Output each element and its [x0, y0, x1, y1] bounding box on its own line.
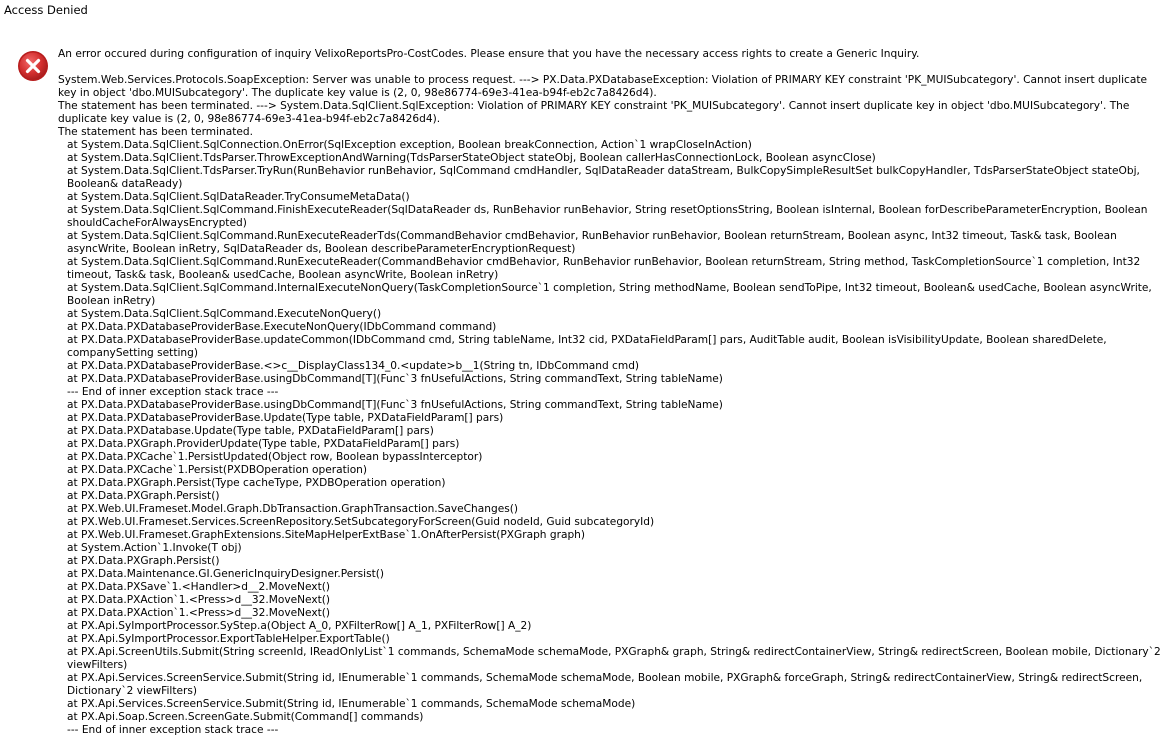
trace-line: at PX.Api.Soap.Screen.ScreenGate.Submit(Command[] commands)	[67, 711, 424, 723]
trace-line: at PX.Data.PXGraph.Persist()	[67, 490, 220, 502]
trace-line: at PX.Api.Services.ScreenService.Submit(String id, IEnumerable`1 commands, SchemaMode schemaMode)	[67, 698, 636, 710]
error-content	[58, 48, 1166, 737]
trace-line: at PX.Data.PXDatabaseProviderBase.ExecuteNonQuery(IDbCommand command)	[67, 321, 497, 333]
trace-line: --- End of inner exception stack trace ---	[67, 724, 279, 736]
trace-line: at System.Data.SqlClient.SqlCommand.FinishExecuteReader(SqlDataReader ds, RunBehavior runBehavior, String resetOptionsString, Boolean isInternal, Boolean forDescribeParameterEncryption, Boolean shouldCacheForAlwaysEncrypted)	[67, 204, 1151, 229]
trace-line: at PX.Data.PXCache`1.PersistUpdated(Object row, Boolean bypassInterceptor)	[67, 451, 483, 463]
trace-line: at PX.Data.PXGraph.Persist(Type cacheType, PXDBOperation operation)	[67, 477, 446, 489]
error-message: An error occured during configuration of inquiry VelixoReportsPro-CostCodes. Please ensure that you have the necessary access rights to create a Generic Inquiry.	[58, 48, 920, 60]
trace-line: at PX.Data.PXGraph.ProviderUpdate(Type table, PXDataFieldParam[] pars)	[67, 438, 460, 450]
trace-line: --- End of inner exception stack trace ---	[67, 386, 279, 398]
trace-line: at PX.Data.PXGraph.Persist()	[67, 555, 220, 567]
trace-line: at PX.Data.PXDatabase.Update(Type table, PXDataFieldParam[] pars)	[67, 425, 434, 437]
stack-trace	[58, 74, 1166, 737]
trace-line: at System.Data.SqlClient.TdsParser.ThrowExceptionAndWarning(TdsParserStateObject stateObj, Boolean callerHasConnectionLock, Boolean asyncClose)	[67, 152, 876, 164]
trace-line: at PX.Api.SyImportProcessor.SyStep.a(Object A_0, PXFilterRow[] A_1, PXFilterRow[] A_2)	[67, 620, 532, 632]
trace-line: at PX.Api.Services.ScreenService.Submit(String id, IEnumerable`1 commands, SchemaMode schemaMode, Boolean mobile, PXGraph& forceGraph, String& redirectContainerView, String& redirectScreen, Dictionary`2 viewFilters)	[67, 672, 1146, 697]
trace-line: at PX.Data.PXDatabaseProviderBase.<>c__DisplayClass134_0.<update>b__1(String tn, IDbCommand cmd)	[67, 360, 640, 372]
trace-line: at PX.Web.UI.Frameset.Model.Graph.DbTransaction.GraphTransaction.SaveChanges()	[67, 503, 519, 515]
trace-line: at System.Data.SqlClient.TdsParser.TryRun(RunBehavior runBehavior, SqlCommand cmdHandler, SqlDataReader dataStream, BulkCopySimpleResultSet bulkCopyHandler, TdsParserStateObject stateObj, Boolean& dataReady)	[67, 165, 1144, 190]
trace-line: at PX.Data.PXDatabaseProviderBase.updateCommon(IDbCommand cmd, String tableName, Int32 cid, PXDataFieldParam[] pars, AuditTable audit, Boolean isVisibilityUpdate, Boolean sharedDelete, companySetting setting)	[67, 334, 1110, 359]
trace-line: at PX.Web.UI.Frameset.GraphExtensions.SiteMapHelperExtBase`1.OnAfterPersist(PXGraph graph)	[67, 529, 586, 541]
trace-line: System.Web.Services.Protocols.SoapException: Server was unable to process request. ---> PX.Data.PXDatabaseException: Violation of PRIMARY KEY constraint 'PK_MUISubcategory'. Cannot insert duplicate key in object 'dbo.MUISubcategory'. The duplicate key value is (2, 0, 98e86774-69e3-41ea-b94f-eb2c7a8426d4).	[58, 74, 1151, 99]
dialog-title: Access Denied	[4, 3, 88, 17]
trace-line: at PX.Data.PXCache`1.Persist(PXDBOperation operation)	[67, 464, 368, 476]
trace-line: at PX.Web.UI.Frameset.Services.ScreenRepository.SetSubcategoryForScreen(Guid nodeId, Guid subcategoryId)	[67, 516, 655, 528]
trace-line: at System.Data.SqlClient.SqlConnection.OnError(SqlException exception, Boolean breakConnection, Action`1 wrapCloseInAction)	[67, 139, 752, 151]
trace-line: at PX.Data.PXAction`1.<Press>d__32.MoveNext()	[67, 607, 331, 619]
trace-line: at System.Data.SqlClient.SqlCommand.RunExecuteReader(CommandBehavior cmdBehavior, RunBehavior runBehavior, Boolean returnStream, String method, TaskCompletionSource`1 completion, Int32 timeout, Task& task, Boolean& usedCache, Boolean asyncWrite, Boolean inRetry)	[67, 256, 1144, 281]
trace-line: at System.Data.SqlClient.SqlCommand.ExecuteNonQuery()	[67, 308, 382, 320]
trace-line: at System.Data.SqlClient.SqlDataReader.TryConsumeMetaData()	[67, 191, 410, 203]
trace-line: at PX.Data.PXDatabaseProviderBase.usingDbCommand[T](Func`3 fnUsefulActions, String commandText, String tableName)	[67, 399, 723, 411]
error-icon	[17, 50, 49, 82]
trace-line: at PX.Data.PXSave`1.<Handler>d__2.MoveNext()	[67, 581, 330, 593]
trace-line: at PX.Data.PXDatabaseProviderBase.usingDbCommand[T](Func`3 fnUsefulActions, String commandText, String tableName)	[67, 373, 723, 385]
trace-line: at System.Data.SqlClient.SqlCommand.InternalExecuteNonQuery(TaskCompletionSource`1 completion, String methodName, Boolean sendToPipe, Int32 timeout, Boolean& usedCache, Boolean asyncWrite, Boolean inRetry)	[67, 282, 1156, 307]
trace-line: at PX.Data.PXAction`1.<Press>d__32.MoveNext()	[67, 594, 331, 606]
trace-line: at System.Action`1.Invoke(T obj)	[67, 542, 242, 554]
trace-line: at System.Data.SqlClient.SqlCommand.RunExecuteReaderTds(CommandBehavior cmdBehavior, RunBehavior runBehavior, Boolean returnStream, Boolean async, Int32 timeout, Task& task, Boolean asyncWrite, Boolean inRetry, SqlDataReader ds, Boolean describeParameterEncryptionRequest)	[67, 230, 1121, 255]
trace-line: at PX.Data.PXDatabaseProviderBase.Update(Type table, PXDataFieldParam[] pars)	[67, 412, 504, 424]
trace-line: at PX.Api.ScreenUtils.Submit(String screenId, IReadOnlyList`1 commands, SchemaMode schemaMode, PXGraph& graph, String& redirectContainerView, String& redirectScreen, Boolean mobile, Dictionary`2 viewFilters)	[67, 646, 1165, 671]
trace-line: at PX.Api.SyImportProcessor.ExportTableHelper.ExportTable()	[67, 633, 390, 645]
trace-line: The statement has been terminated.	[58, 126, 253, 138]
trace-line: at PX.Data.Maintenance.GI.GenericInquiryDesigner.Persist()	[67, 568, 385, 580]
trace-line: The statement has been terminated. ---> System.Data.SqlClient.SqlException: Violation of PRIMARY KEY constraint 'PK_MUISubcategory'. Cannot insert duplicate key in object 'dbo.MUISubcategory'. The duplicate key value is (2, 0, 98e86774-69e3-41ea-b94f-eb2c7a8426d4).	[58, 100, 1133, 125]
